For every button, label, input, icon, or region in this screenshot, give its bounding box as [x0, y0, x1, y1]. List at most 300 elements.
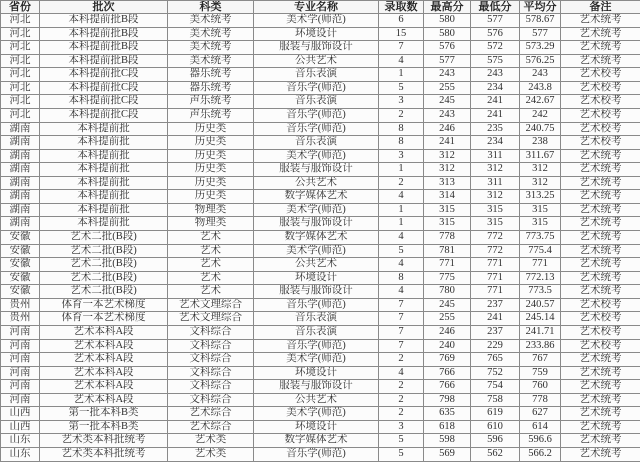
cell-remark: 艺术校考 [561, 136, 640, 150]
cell-batch: 本科提前批 [40, 122, 168, 136]
cell-category: 历史类 [168, 163, 254, 177]
col-header-avg-score: 平均分 [520, 1, 561, 14]
cell-admit-count: 2 [379, 393, 424, 407]
cell-admit-count: 15 [379, 27, 424, 41]
cell-remark: 艺术统考 [561, 434, 640, 448]
col-header-admit-count: 录取数 [379, 1, 424, 14]
cell-major: 音乐表演 [254, 68, 379, 82]
cell-category: 美术统考 [168, 27, 254, 41]
cell-avg-score: 242.67 [520, 95, 561, 109]
cell-category: 艺术 [168, 244, 254, 258]
cell-max-score: 769 [424, 353, 471, 367]
cell-major: 音乐表演 [254, 312, 379, 326]
cell-category: 历史类 [168, 149, 254, 163]
cell-category: 历史类 [168, 176, 254, 190]
cell-remark: 艺术统考 [561, 271, 640, 285]
cell-province: 山西 [1, 407, 40, 421]
cell-batch: 第一批本科B类 [40, 407, 168, 421]
col-header-major: 专业名称 [254, 1, 379, 14]
table-row [1, 298, 640, 312]
cell-min-score: 771 [471, 258, 520, 272]
cell-major: 音乐学(师范) [254, 81, 379, 95]
cell-min-score: 243 [471, 68, 520, 82]
cell-avg-score: 240.75 [520, 122, 561, 136]
cell-batch: 本科提前批B段 [40, 54, 168, 68]
cell-avg-score: 238 [520, 136, 561, 150]
cell-min-score: 235 [471, 122, 520, 136]
cell-remark: 艺术统考 [561, 203, 640, 217]
cell-batch: 艺术本科A段 [40, 393, 168, 407]
table-row [1, 434, 640, 448]
cell-min-score: 315 [471, 203, 520, 217]
cell-province: 河北 [1, 27, 40, 41]
cell-avg-score: 577 [520, 27, 561, 41]
cell-province: 河北 [1, 54, 40, 68]
cell-admit-count: 8 [379, 136, 424, 150]
cell-max-score: 598 [424, 434, 471, 448]
cell-max-score: 315 [424, 203, 471, 217]
cell-max-score: 781 [424, 244, 471, 258]
cell-category: 艺术 [168, 231, 254, 245]
cell-major: 数字媒体艺术 [254, 434, 379, 448]
cell-category: 历史类 [168, 136, 254, 150]
table-row [1, 380, 640, 394]
cell-batch: 第一批本科B类 [40, 420, 168, 434]
cell-province: 湖南 [1, 136, 40, 150]
cell-major: 公共艺术 [254, 54, 379, 68]
table-row [1, 353, 640, 367]
cell-remark: 艺术统考 [561, 27, 640, 41]
cell-province: 贵州 [1, 312, 40, 326]
cell-major: 公共艺术 [254, 393, 379, 407]
table-row [1, 312, 640, 326]
cell-remark: 艺术统考 [561, 420, 640, 434]
cell-admit-count: 1 [379, 217, 424, 231]
cell-min-score: 234 [471, 81, 520, 95]
cell-batch: 本科提前批B段 [40, 27, 168, 41]
cell-min-score: 311 [471, 149, 520, 163]
cell-province: 河南 [1, 393, 40, 407]
cell-batch: 艺术类本科批统考 [40, 434, 168, 448]
cell-major: 音乐学(师范) [254, 122, 379, 136]
cell-admit-count: 5 [379, 448, 424, 462]
cell-batch: 艺术二批(B段) [40, 271, 168, 285]
cell-batch: 体育一本艺术梯度 [40, 312, 168, 326]
col-header-batch: 批次 [40, 1, 168, 14]
cell-avg-score: 771 [520, 258, 561, 272]
cell-min-score: 765 [471, 353, 520, 367]
table-row [1, 41, 640, 55]
cell-batch: 艺术本科A段 [40, 366, 168, 380]
cell-remark: 艺术校考 [561, 122, 640, 136]
table-row [1, 285, 640, 299]
cell-min-score: 596 [471, 434, 520, 448]
cell-remark: 艺术统考 [561, 285, 640, 299]
cell-remark: 艺术统考 [561, 258, 640, 272]
cell-min-score: 575 [471, 54, 520, 68]
cell-min-score: 754 [471, 380, 520, 394]
table-row [1, 271, 640, 285]
cell-batch: 本科提前批 [40, 176, 168, 190]
cell-province: 山西 [1, 420, 40, 434]
cell-category: 文科综合 [168, 325, 254, 339]
cell-max-score: 246 [424, 122, 471, 136]
cell-remark: 艺术统考 [561, 54, 640, 68]
cell-min-score: 772 [471, 231, 520, 245]
cell-avg-score: 315 [520, 217, 561, 231]
cell-major: 音乐学(师范) [254, 108, 379, 122]
cell-batch: 本科提前批 [40, 136, 168, 150]
cell-admit-count: 7 [379, 312, 424, 326]
cell-max-score: 313 [424, 176, 471, 190]
cell-category: 文科综合 [168, 353, 254, 367]
cell-province: 河南 [1, 339, 40, 353]
cell-remark: 艺术校考 [561, 312, 640, 326]
cell-remark: 艺术统考 [561, 41, 640, 55]
cell-max-score: 618 [424, 420, 471, 434]
cell-province: 安徽 [1, 231, 40, 245]
cell-max-score: 775 [424, 271, 471, 285]
table-row [1, 325, 640, 339]
table-row [1, 122, 640, 136]
cell-min-score: 771 [471, 271, 520, 285]
cell-avg-score: 245.14 [520, 312, 561, 326]
cell-max-score: 312 [424, 149, 471, 163]
col-header-remark: 备注 [561, 1, 640, 14]
cell-category: 历史类 [168, 122, 254, 136]
cell-batch: 体育一本艺术梯度 [40, 298, 168, 312]
cell-province: 河北 [1, 68, 40, 82]
cell-avg-score: 576.25 [520, 54, 561, 68]
cell-avg-score: 778 [520, 393, 561, 407]
cell-batch: 本科提前批 [40, 217, 168, 231]
cell-remark: 艺术统考 [561, 353, 640, 367]
cell-max-score: 255 [424, 81, 471, 95]
cell-admit-count: 1 [379, 163, 424, 177]
cell-avg-score: 315 [520, 203, 561, 217]
table-row [1, 136, 640, 150]
cell-remark: 艺术统考 [561, 393, 640, 407]
cell-category: 器乐统考 [168, 81, 254, 95]
cell-admit-count: 7 [379, 41, 424, 55]
table-row [1, 258, 640, 272]
cell-admit-count: 8 [379, 271, 424, 285]
cell-category: 艺术文理综合 [168, 312, 254, 326]
cell-major: 美术学(师范) [254, 353, 379, 367]
cell-min-score: 562 [471, 448, 520, 462]
col-header-category: 科类 [168, 1, 254, 14]
col-header-max-score: 最高分 [424, 1, 471, 14]
cell-batch: 艺术二批(B段) [40, 258, 168, 272]
cell-major: 音乐学(师范) [254, 339, 379, 353]
col-header-min-score: 最低分 [471, 1, 520, 14]
cell-admit-count: 3 [379, 95, 424, 109]
table-row [1, 203, 640, 217]
table-row [1, 95, 640, 109]
cell-batch: 本科提前批 [40, 203, 168, 217]
table-row [1, 366, 640, 380]
cell-category: 器乐统考 [168, 68, 254, 82]
col-header-province: 省份 [1, 1, 40, 14]
table-row [1, 217, 640, 231]
cell-remark: 艺术校考 [561, 68, 640, 82]
table-body [1, 14, 640, 462]
cell-admit-count: 2 [379, 176, 424, 190]
cell-major: 美术学(师范) [254, 244, 379, 258]
cell-admit-count: 5 [379, 434, 424, 448]
cell-max-score: 576 [424, 41, 471, 55]
cell-min-score: 315 [471, 217, 520, 231]
table-row [1, 244, 640, 258]
table-row [1, 448, 640, 462]
cell-remark: 艺术校考 [561, 95, 640, 109]
table-row [1, 163, 640, 177]
cell-major: 服装与服饰设计 [254, 41, 379, 55]
cell-major: 音乐学(师范) [254, 298, 379, 312]
cell-category: 文科综合 [168, 366, 254, 380]
cell-province: 湖南 [1, 163, 40, 177]
cell-avg-score: 627 [520, 407, 561, 421]
cell-batch: 本科提前批C段 [40, 68, 168, 82]
cell-admit-count: 5 [379, 81, 424, 95]
cell-remark: 艺术统考 [561, 217, 640, 231]
cell-batch: 艺术二批(B段) [40, 285, 168, 299]
cell-major: 环境设计 [254, 420, 379, 434]
cell-avg-score: 313.25 [520, 190, 561, 204]
cell-category: 美术统考 [168, 14, 254, 28]
cell-admit-count: 4 [379, 366, 424, 380]
cell-admit-count: 2 [379, 353, 424, 367]
cell-province: 山东 [1, 448, 40, 462]
cell-admit-count: 6 [379, 14, 424, 28]
cell-min-score: 312 [471, 163, 520, 177]
cell-major: 数字媒体艺术 [254, 231, 379, 245]
table-row [1, 190, 640, 204]
cell-major: 公共艺术 [254, 176, 379, 190]
cell-admit-count: 7 [379, 298, 424, 312]
cell-batch: 艺术二批(B段) [40, 244, 168, 258]
cell-province: 湖南 [1, 149, 40, 163]
cell-avg-score: 243 [520, 68, 561, 82]
cell-avg-score: 759 [520, 366, 561, 380]
cell-major: 服装与服饰设计 [254, 380, 379, 394]
cell-remark: 艺术统考 [561, 380, 640, 394]
cell-major: 环境设计 [254, 366, 379, 380]
cell-admit-count: 8 [379, 122, 424, 136]
cell-max-score: 246 [424, 325, 471, 339]
cell-category: 历史类 [168, 190, 254, 204]
cell-max-score: 766 [424, 366, 471, 380]
cell-min-score: 577 [471, 14, 520, 28]
cell-province: 湖南 [1, 122, 40, 136]
cell-batch: 艺术类本科批统考 [40, 448, 168, 462]
cell-batch: 本科提前批 [40, 149, 168, 163]
cell-admit-count: 2 [379, 380, 424, 394]
cell-category: 艺术类 [168, 448, 254, 462]
cell-min-score: 772 [471, 244, 520, 258]
cell-min-score: 771 [471, 285, 520, 299]
cell-province: 河北 [1, 41, 40, 55]
cell-category: 文科综合 [168, 393, 254, 407]
cell-admit-count: 4 [379, 285, 424, 299]
cell-major: 服装与服饰设计 [254, 217, 379, 231]
cell-avg-score: 311.67 [520, 149, 561, 163]
table-row [1, 68, 640, 82]
cell-province: 河北 [1, 95, 40, 109]
cell-remark: 艺术统考 [561, 163, 640, 177]
cell-max-score: 243 [424, 68, 471, 82]
cell-province: 河北 [1, 108, 40, 122]
cell-max-score: 245 [424, 298, 471, 312]
cell-province: 湖南 [1, 203, 40, 217]
cell-category: 文科综合 [168, 380, 254, 394]
cell-batch: 本科提前批C段 [40, 81, 168, 95]
cell-batch: 本科提前批 [40, 190, 168, 204]
header-row [1, 1, 640, 14]
cell-avg-score: 243.8 [520, 81, 561, 95]
cell-max-score: 780 [424, 285, 471, 299]
cell-remark: 艺术统考 [561, 176, 640, 190]
cell-province: 河南 [1, 353, 40, 367]
table-row [1, 231, 640, 245]
cell-avg-score: 775.4 [520, 244, 561, 258]
cell-major: 公共艺术 [254, 258, 379, 272]
cell-category: 艺术 [168, 285, 254, 299]
cell-max-score: 315 [424, 217, 471, 231]
cell-max-score: 569 [424, 448, 471, 462]
cell-batch: 艺术本科A段 [40, 353, 168, 367]
cell-batch: 艺术本科A段 [40, 380, 168, 394]
cell-remark: 艺术统考 [561, 366, 640, 380]
cell-min-score: 576 [471, 27, 520, 41]
cell-min-score: 241 [471, 108, 520, 122]
cell-remark: 艺术统考 [561, 231, 640, 245]
cell-max-score: 580 [424, 14, 471, 28]
cell-admit-count: 2 [379, 407, 424, 421]
cell-max-score: 312 [424, 163, 471, 177]
cell-major: 音乐表演 [254, 95, 379, 109]
cell-admit-count: 1 [379, 203, 424, 217]
cell-batch: 艺术本科A段 [40, 325, 168, 339]
cell-batch: 本科提前批 [40, 163, 168, 177]
cell-batch: 艺术二批(B段) [40, 231, 168, 245]
cell-max-score: 240 [424, 339, 471, 353]
cell-min-score: 752 [471, 366, 520, 380]
cell-avg-score: 773.75 [520, 231, 561, 245]
cell-min-score: 572 [471, 41, 520, 55]
cell-max-score: 245 [424, 95, 471, 109]
cell-max-score: 798 [424, 393, 471, 407]
cell-batch: 本科提前批B段 [40, 14, 168, 28]
cell-admit-count: 2 [379, 108, 424, 122]
cell-major: 美术学(师范) [254, 149, 379, 163]
cell-category: 艺术综合 [168, 420, 254, 434]
cell-category: 艺术文理综合 [168, 298, 254, 312]
cell-major: 环境设计 [254, 271, 379, 285]
cell-min-score: 758 [471, 393, 520, 407]
cell-category: 艺术 [168, 258, 254, 272]
cell-admit-count: 3 [379, 420, 424, 434]
cell-province: 湖南 [1, 217, 40, 231]
cell-major: 环境设计 [254, 27, 379, 41]
cell-avg-score: 578.67 [520, 14, 561, 28]
cell-category: 声乐统考 [168, 95, 254, 109]
cell-province: 湖南 [1, 176, 40, 190]
cell-major: 音乐表演 [254, 136, 379, 150]
cell-admit-count: 7 [379, 339, 424, 353]
cell-min-score: 237 [471, 298, 520, 312]
cell-category: 艺术类 [168, 434, 254, 448]
cell-max-score: 771 [424, 258, 471, 272]
cell-max-score: 314 [424, 190, 471, 204]
cell-max-score: 241 [424, 136, 471, 150]
table-row [1, 81, 640, 95]
cell-major: 服装与服饰设计 [254, 163, 379, 177]
cell-min-score: 241 [471, 312, 520, 326]
cell-admit-count: 7 [379, 325, 424, 339]
cell-major: 音乐表演 [254, 325, 379, 339]
cell-avg-score: 242 [520, 108, 561, 122]
cell-batch: 艺术本科A段 [40, 339, 168, 353]
cell-min-score: 610 [471, 420, 520, 434]
cell-admit-count: 1 [379, 68, 424, 82]
cell-max-score: 778 [424, 231, 471, 245]
cell-avg-score: 573.29 [520, 41, 561, 55]
cell-category: 文科综合 [168, 339, 254, 353]
table-row [1, 54, 640, 68]
cell-remark: 艺术统考 [561, 149, 640, 163]
cell-admit-count: 4 [379, 190, 424, 204]
cell-min-score: 312 [471, 190, 520, 204]
cell-major: 美术学(师范) [254, 14, 379, 28]
cell-admit-count: 5 [379, 244, 424, 258]
cell-avg-score: 596.6 [520, 434, 561, 448]
cell-category: 美术统考 [168, 54, 254, 68]
cell-avg-score: 241.71 [520, 325, 561, 339]
cell-remark: 艺术统考 [561, 448, 640, 462]
cell-max-score: 580 [424, 27, 471, 41]
table-row [1, 339, 640, 353]
cell-batch: 本科提前批C段 [40, 108, 168, 122]
cell-batch: 本科提前批B段 [40, 41, 168, 55]
cell-category: 物理类 [168, 203, 254, 217]
cell-avg-score: 614 [520, 420, 561, 434]
cell-avg-score: 233.86 [520, 339, 561, 353]
cell-max-score: 243 [424, 108, 471, 122]
table-row [1, 149, 640, 163]
cell-province: 河南 [1, 325, 40, 339]
cell-remark: 艺术校考 [561, 108, 640, 122]
cell-remark: 艺术统考 [561, 190, 640, 204]
cell-avg-score: 760 [520, 380, 561, 394]
table-row [1, 108, 640, 122]
cell-avg-score: 312 [520, 163, 561, 177]
cell-admit-count: 4 [379, 54, 424, 68]
cell-max-score: 766 [424, 380, 471, 394]
cell-avg-score: 773.5 [520, 285, 561, 299]
cell-remark: 艺术校考 [561, 339, 640, 353]
cell-max-score: 577 [424, 54, 471, 68]
cell-category: 艺术综合 [168, 407, 254, 421]
cell-admit-count: 3 [379, 149, 424, 163]
table-row [1, 176, 640, 190]
cell-min-score: 241 [471, 95, 520, 109]
table-row [1, 27, 640, 41]
cell-category: 美术统考 [168, 41, 254, 55]
cell-avg-score: 240.57 [520, 298, 561, 312]
cell-admit-count: 4 [379, 258, 424, 272]
cell-avg-score: 312 [520, 176, 561, 190]
